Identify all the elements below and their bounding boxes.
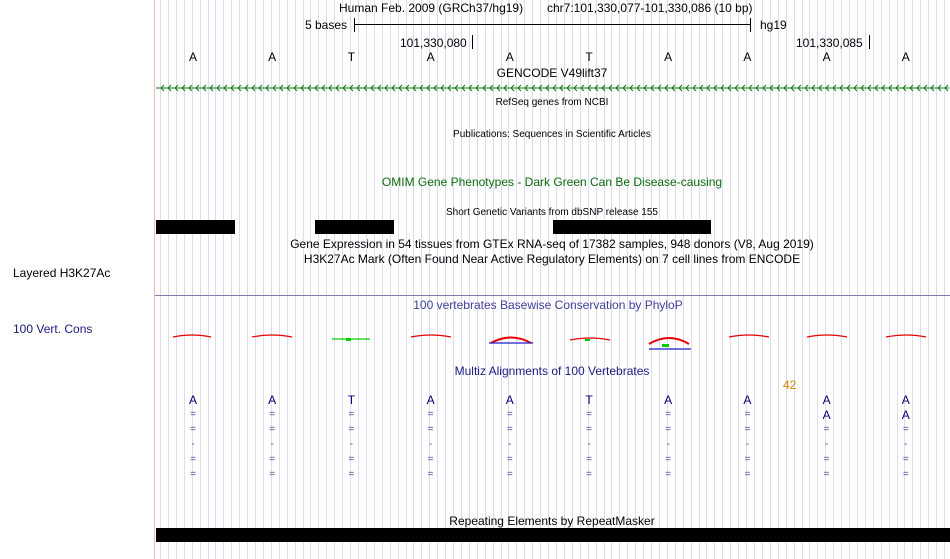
dbsnp-track-title[interactable]: Short Genetic Variants from dbSNP release 155 bbox=[446, 207, 658, 218]
alignment-cell: = bbox=[586, 454, 592, 465]
publications-track-title[interactable]: Publications: Sequences in Scientific Articles bbox=[453, 129, 651, 140]
alignment-cell: = bbox=[902, 424, 909, 435]
alignment-cell: A bbox=[743, 393, 752, 407]
dna-base: A bbox=[901, 50, 910, 64]
alignment-cell: = bbox=[665, 469, 672, 480]
alignment-cell: A bbox=[822, 393, 831, 407]
phylop-mark-3-peak bbox=[346, 338, 351, 341]
alignment-cell: = bbox=[190, 409, 196, 420]
alignment-cell: A bbox=[505, 393, 514, 407]
alignment-cell: = bbox=[427, 469, 434, 480]
omim-track-title[interactable]: OMIM Gene Phenotypes - Dark Green Can Be Disease-causing bbox=[381, 175, 723, 189]
alignment-cell: A bbox=[664, 393, 673, 407]
alignment-cell: A bbox=[901, 408, 910, 422]
coord-tick-1 bbox=[472, 35, 473, 49]
alignment-cell: = bbox=[348, 454, 355, 465]
repeatmasker-element[interactable] bbox=[156, 528, 950, 542]
scale-bar-label: 5 bases bbox=[305, 18, 348, 32]
alignment-cell: = bbox=[506, 424, 513, 435]
phylop-mark-10 bbox=[886, 335, 926, 337]
gtex-track-title[interactable]: Gene Expression in 54 tissues from GTEx RNA-seq of 17382 samples, 948 donors (V8, Aug 2019) bbox=[290, 237, 814, 251]
alignment-cell: - bbox=[824, 439, 829, 450]
alignment-cell: T bbox=[585, 393, 593, 407]
alignment-cell: = bbox=[823, 424, 830, 435]
scale-bar bbox=[354, 24, 751, 25]
alignment-cell: = bbox=[269, 409, 276, 420]
alignment-cell: = bbox=[427, 454, 434, 465]
dna-base: A bbox=[268, 50, 277, 64]
alignment-cell: = bbox=[665, 424, 672, 435]
coord-label-2: 101,330,085 bbox=[796, 36, 863, 50]
phylop-mark-6-peak bbox=[585, 339, 590, 341]
phylop-track-title[interactable]: 100 vertebrates Basewise Conservation by PhyloP bbox=[413, 298, 683, 312]
phylop-mark-7 bbox=[649, 338, 689, 344]
dna-base: A bbox=[505, 50, 514, 64]
h3k27ac-track-title[interactable]: H3K27Ac Mark (Often Found Near Active Regulatory Elements) on 7 cell lines from ENCODE bbox=[303, 252, 801, 266]
alignment-cell: = bbox=[902, 469, 909, 480]
phylop-mark-9 bbox=[807, 335, 847, 337]
alignment-cell: = bbox=[427, 409, 434, 420]
dna-base: A bbox=[188, 50, 197, 64]
alignment-cell: = bbox=[744, 454, 751, 465]
alignment-cell: = bbox=[190, 454, 196, 465]
alignment-cell: = bbox=[902, 454, 909, 465]
alignment-cell: - bbox=[349, 439, 354, 450]
gencode-track-title[interactable]: GENCODE V49lift37 bbox=[496, 66, 608, 80]
alignment-cell: = bbox=[823, 454, 830, 465]
alignment-cell: = bbox=[269, 424, 276, 435]
alignment-cell: = bbox=[586, 469, 592, 480]
alignment-cell: - bbox=[666, 439, 670, 450]
dna-base: A bbox=[822, 50, 831, 64]
phylop-mark-4 bbox=[411, 335, 451, 337]
phylop-conservation-plot[interactable] bbox=[155, 330, 950, 360]
phylop-top-border bbox=[155, 295, 950, 296]
alignment-cell: = bbox=[427, 424, 434, 435]
phylop-mark-2 bbox=[252, 335, 292, 337]
alignment-cell: = bbox=[190, 469, 196, 480]
alignment-cell: - bbox=[508, 439, 512, 450]
alignment-cell: - bbox=[904, 439, 908, 450]
alignment-cell: - bbox=[270, 439, 274, 450]
alignment-cell: - bbox=[587, 439, 591, 450]
multiz-track-title[interactable]: Multiz Alignments of 100 Vertebrates bbox=[454, 364, 650, 378]
refseq-track-title[interactable]: RefSeq genes from NCBI bbox=[495, 97, 609, 108]
phylop-mark-1 bbox=[173, 335, 211, 337]
alignment-cell: = bbox=[586, 409, 592, 420]
dna-base: A bbox=[743, 50, 752, 64]
alignment-cell: = bbox=[269, 454, 276, 465]
dna-base: A bbox=[664, 50, 673, 64]
window-position-value: chr7:101,330,077-101,330,086 (10 bp) bbox=[547, 1, 753, 15]
gaps-count: 42 bbox=[783, 378, 797, 392]
scale-bar-left-tick bbox=[354, 18, 355, 32]
alignment-cell: = bbox=[665, 409, 672, 420]
phylop-mark-5 bbox=[491, 338, 531, 344]
dbsnp-variant-1[interactable] bbox=[156, 220, 235, 234]
dna-base: A bbox=[426, 50, 435, 64]
alignment-cell: - bbox=[745, 439, 750, 450]
coord-label-1: 101,330,080 bbox=[400, 36, 467, 50]
alignment-cell: = bbox=[823, 469, 830, 480]
gencode-gene-line[interactable] bbox=[155, 83, 950, 93]
alignment-cell: = bbox=[744, 469, 751, 480]
alignment-cell: = bbox=[665, 454, 672, 465]
alignment-cell: = bbox=[348, 409, 355, 420]
alignment-cell: = bbox=[190, 424, 196, 435]
alignment-cell: = bbox=[269, 469, 276, 480]
alignment-cell: A bbox=[822, 408, 831, 422]
dna-base: T bbox=[347, 50, 356, 64]
assembly-title: Human Feb. 2009 (GRCh37/hg19) bbox=[339, 1, 524, 15]
alignment-cell: = bbox=[744, 409, 751, 420]
alignment-cell: A bbox=[268, 393, 277, 407]
alignment-cell: A bbox=[901, 393, 910, 407]
alignment-cell: A bbox=[188, 393, 197, 407]
dbsnp-variant-3[interactable] bbox=[553, 220, 711, 234]
alignment-cell: A bbox=[426, 393, 435, 407]
alignment-cell: = bbox=[506, 469, 513, 480]
phylop-track-label[interactable]: 100 Vert. Cons bbox=[13, 322, 93, 336]
alignment-cell: = bbox=[348, 424, 355, 435]
h3k27ac-track-label[interactable]: Layered H3K27Ac bbox=[13, 266, 111, 280]
track-label-column bbox=[0, 0, 155, 559]
scale-bar-right-tick bbox=[750, 18, 751, 32]
phylop-mark-7-peak bbox=[662, 344, 669, 347]
alignment-cell: = bbox=[506, 454, 513, 465]
alignment-cell: = bbox=[586, 424, 592, 435]
alignment-cell: = bbox=[744, 424, 751, 435]
repeatmasker-track-title[interactable]: Repeating Elements by RepeatMasker bbox=[449, 514, 655, 528]
alignment-cell: - bbox=[191, 439, 195, 450]
alignment-cell: T bbox=[347, 393, 356, 407]
alignment-cell: - bbox=[428, 439, 433, 450]
coord-tick-2 bbox=[869, 35, 870, 49]
dbsnp-variant-2[interactable] bbox=[315, 220, 394, 234]
alignment-cell: = bbox=[348, 469, 355, 480]
scale-db-label: hg19 bbox=[760, 18, 787, 32]
alignment-cell: = bbox=[506, 409, 513, 420]
dna-base: T bbox=[585, 50, 593, 64]
phylop-mark-8 bbox=[729, 335, 769, 337]
